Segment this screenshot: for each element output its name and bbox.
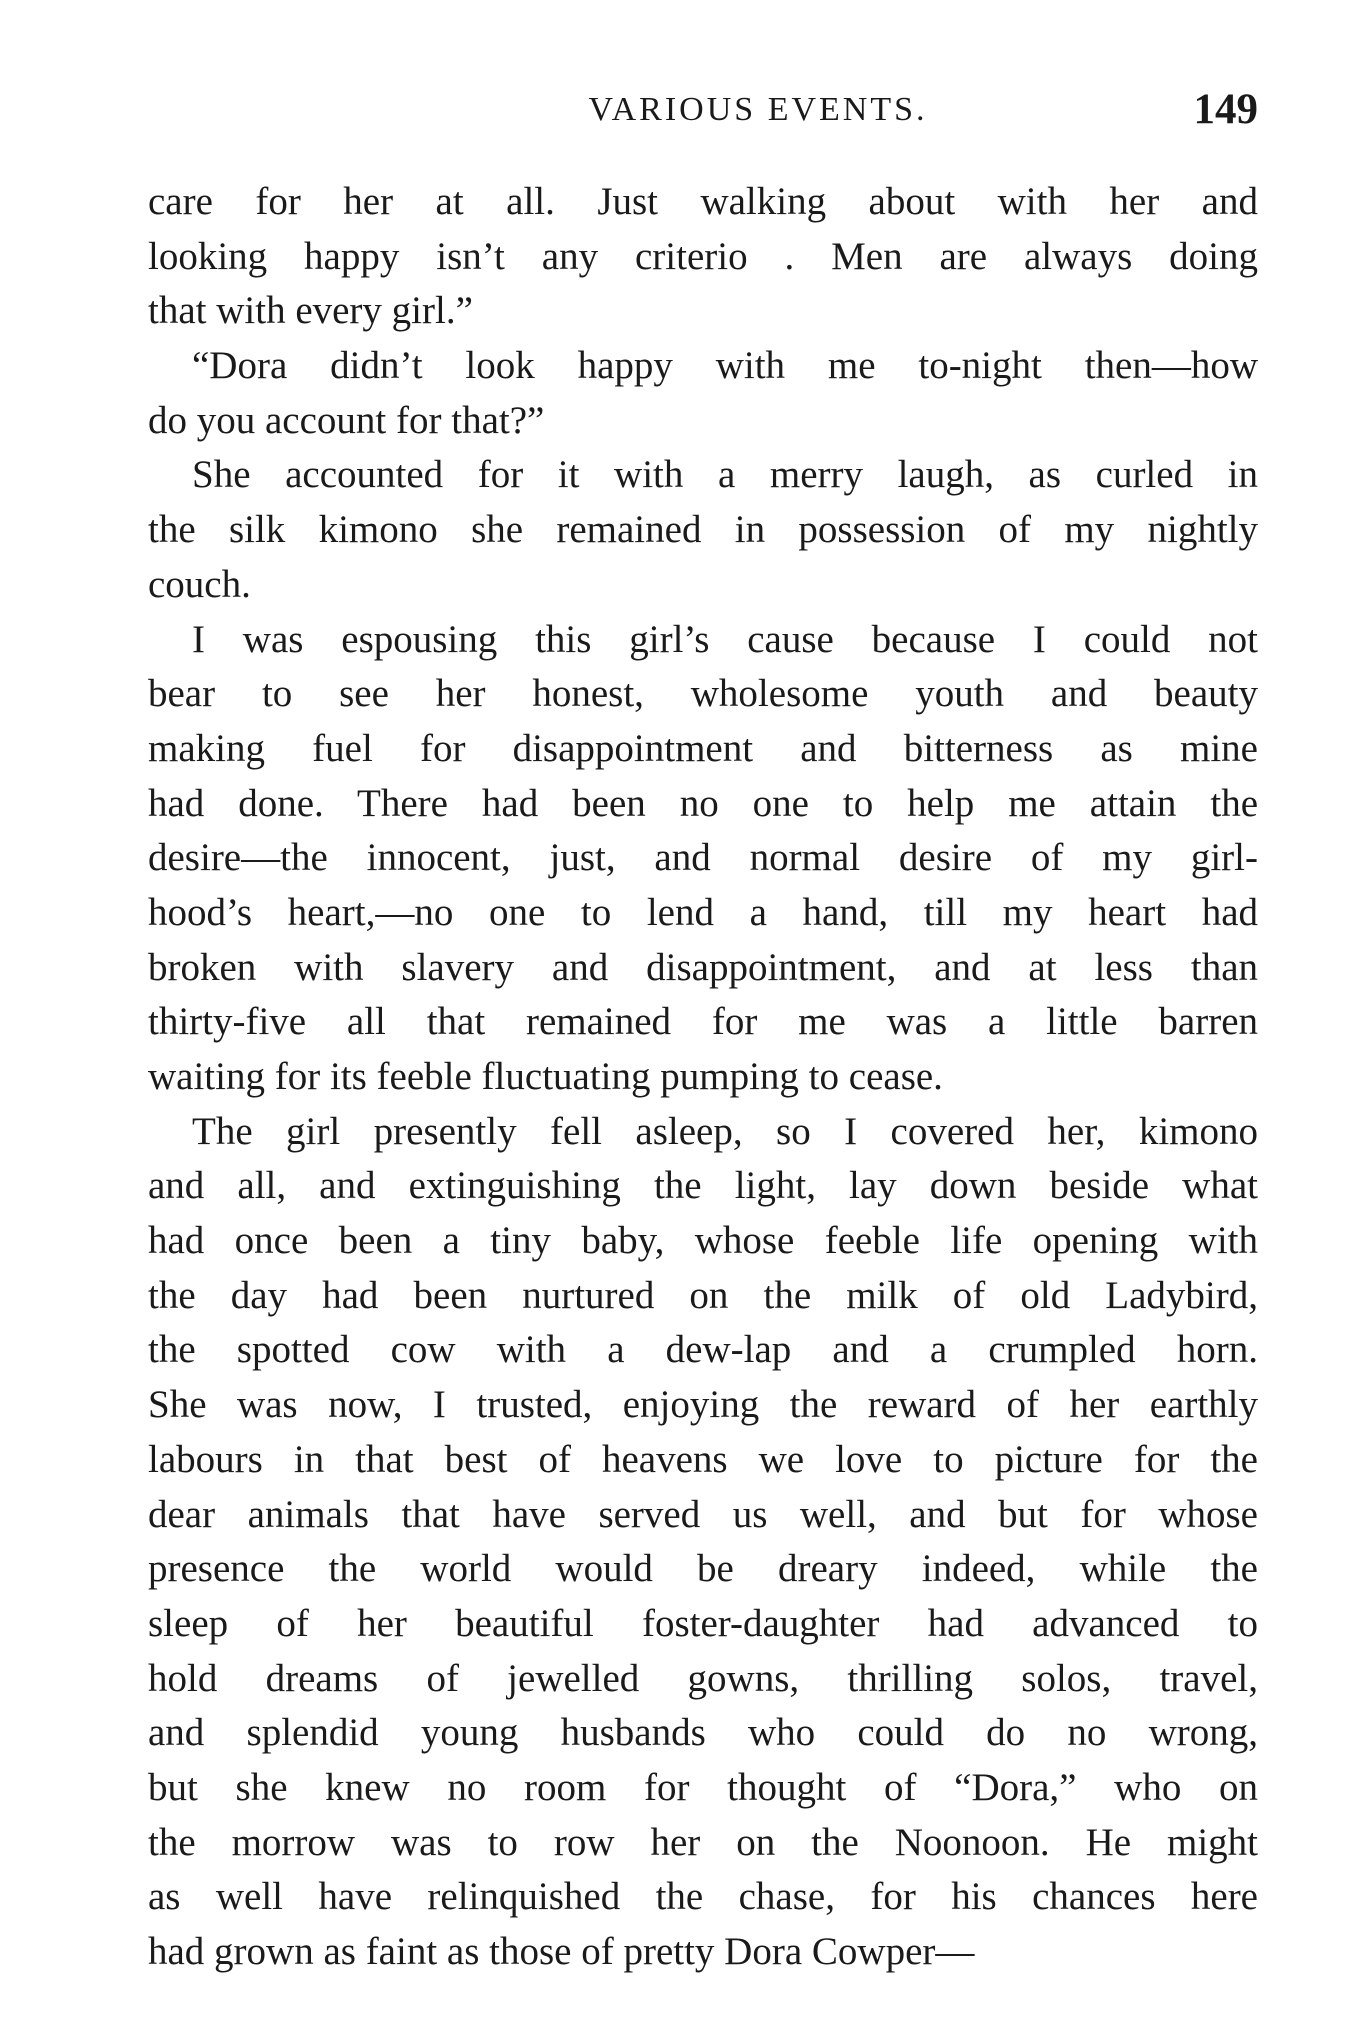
text-line: the morrow was to row her on the Noonoon. He might bbox=[148, 1820, 1258, 1864]
text-line: She accounted for it with a merry laugh, as curled in bbox=[192, 453, 1258, 497]
text-line: hood’s heart,—no one to lend a hand, till my heart had bbox=[148, 890, 1258, 934]
text-line: hold dreams of jewelled gowns, thrilling solos, travel, bbox=[148, 1656, 1258, 1700]
text-line: I was espousing this girl’s cause because I could not bbox=[192, 617, 1258, 661]
text-line: broken with slavery and disappointment, and at less than bbox=[148, 945, 1258, 989]
text-line: the silk kimono she remained in possession of my nightly bbox=[148, 508, 1258, 552]
text-line: dear animals that have served us well, and but for whose bbox=[148, 1492, 1258, 1536]
text-line: looking happy isn’t any criterio . Men are always doing bbox=[148, 234, 1258, 278]
text-line: the spotted cow with a dew-lap and a crumpled horn. bbox=[148, 1328, 1258, 1372]
text-line: the day had been nurtured on the milk of old Ladybird, bbox=[148, 1273, 1258, 1317]
text-line: The girl presently fell asleep, so I covered her, kimono bbox=[192, 1109, 1258, 1153]
paragraph bbox=[148, 613, 1258, 1105]
text-line: had done. There had been no one to help me attain the bbox=[148, 781, 1258, 825]
text-line: “Dora didn’t look happy with me to-night then—how bbox=[192, 344, 1258, 388]
text-line: making fuel for disappointment and bitterness as mine bbox=[148, 726, 1258, 770]
text-line: waiting for its feeble fluctuating pumping to cease. bbox=[148, 1055, 943, 1098]
text-line: couch. bbox=[148, 562, 251, 606]
text-line: as well have relinquished the chase, for his chances here bbox=[148, 1875, 1258, 1919]
paragraph bbox=[148, 339, 1258, 448]
text-line: She was now, I trusted, enjoying the reward of her earthly bbox=[148, 1383, 1258, 1427]
paragraph bbox=[148, 448, 1258, 612]
text-line: had once been a tiny baby, whose feeble life opening with bbox=[148, 1219, 1258, 1263]
text-line: care for her at all. Just walking about with her and bbox=[148, 180, 1258, 223]
paragraph bbox=[148, 1105, 1258, 1980]
text-line: labours in that best of heavens we love to picture for the bbox=[148, 1437, 1258, 1481]
text-line: presence the world would be dreary indeed, while the bbox=[148, 1547, 1258, 1591]
text-line: do you account for that?” bbox=[148, 398, 545, 442]
text-line: thirty-five all that remained for me was a little barren bbox=[148, 1000, 1258, 1044]
body-text bbox=[148, 175, 1258, 1980]
running-head bbox=[148, 80, 1258, 140]
text-line: but she knew no room for thought of “Dora,” who on bbox=[148, 1765, 1258, 1809]
running-title: VARIOUS EVENTS. bbox=[588, 91, 928, 128]
text-line: bear to see her honest, wholesome youth and beauty bbox=[148, 672, 1258, 716]
text-line: and all, and extinguishing the light, lay down beside what bbox=[148, 1164, 1258, 1208]
text-line: and splendid young husbands who could do no wrong, bbox=[148, 1711, 1258, 1755]
text-line: that with every girl.” bbox=[148, 289, 473, 333]
text-line: desire—the innocent, just, and normal desire of my girl- bbox=[148, 836, 1258, 880]
paragraph bbox=[148, 175, 1258, 339]
page-number: 149 bbox=[1193, 86, 1258, 133]
text-line: had grown as faint as those of pretty Dora Cowper— bbox=[148, 1930, 975, 1973]
text-line: sleep of her beautiful foster-daughter had advanced to bbox=[148, 1601, 1258, 1645]
